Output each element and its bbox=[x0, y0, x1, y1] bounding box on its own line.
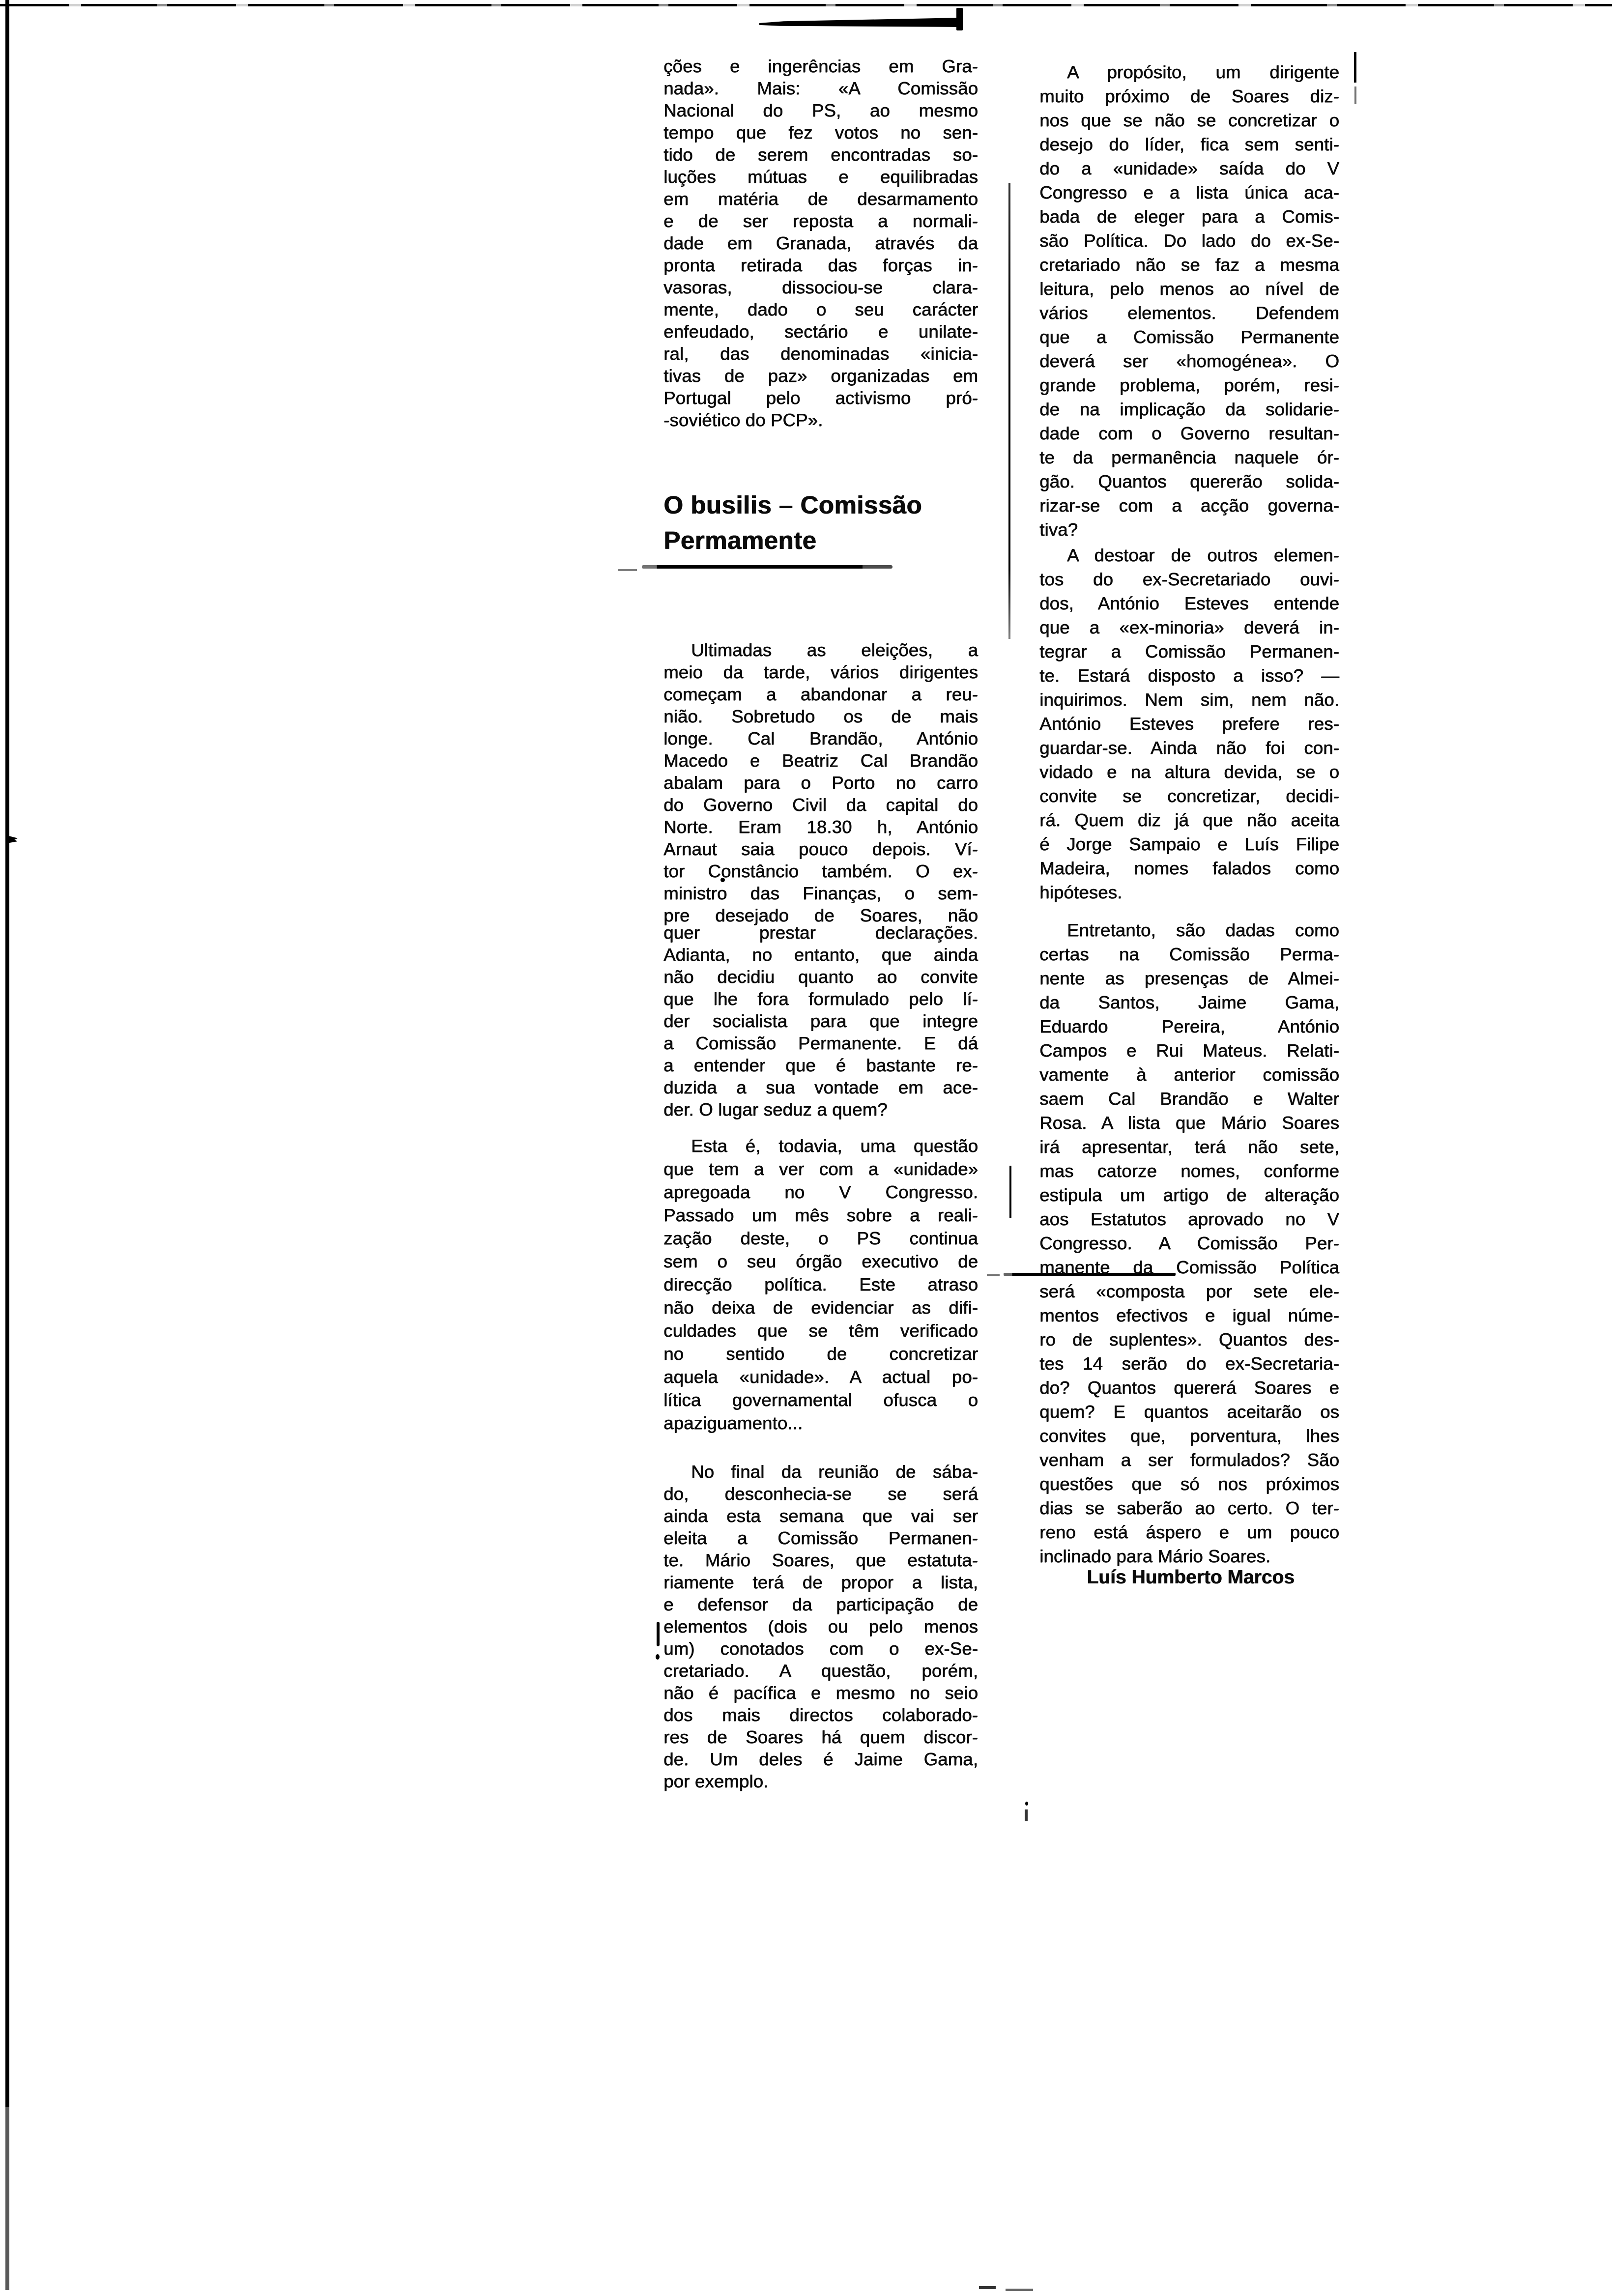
text-line: nada». Mais: «A Comissão bbox=[663, 78, 978, 98]
text-line: riamente terá de propor a lista, bbox=[663, 1572, 978, 1592]
text-line: culdades que se têm verificado bbox=[663, 1320, 978, 1341]
text-line: da Santos, Jaime Gama, bbox=[1039, 992, 1339, 1012]
article-paragraph bbox=[663, 639, 978, 926]
section-heading bbox=[663, 488, 998, 558]
article-paragraph bbox=[1039, 543, 1339, 904]
text-line: aos Estatutos aprovado no V bbox=[1039, 1209, 1339, 1229]
text-line: no sentido de concretizar bbox=[663, 1344, 978, 1364]
text-line: mentos efectivos e igual núme- bbox=[1039, 1305, 1339, 1325]
text-line: dias se saberão ao certo. O ter- bbox=[1039, 1498, 1339, 1518]
text-line: e de ser reposta a normali- bbox=[663, 211, 978, 231]
text-line: Campos e Rui Mateus. Relati- bbox=[1039, 1040, 1339, 1061]
text-line: pronta retirada das forças in- bbox=[663, 255, 978, 275]
text-line: tido de serem encontradas so- bbox=[663, 144, 978, 165]
text-line: nião. Sobretudo os de mais bbox=[663, 706, 978, 726]
text-line: que lhe fora formulado pelo lí- bbox=[663, 989, 978, 1009]
text-line: Ultimadas as eleições, a bbox=[691, 640, 978, 660]
text-line: inquirimos. Nem sim, nem não. bbox=[1039, 689, 1339, 710]
text-line: dade com o Governo resultan- bbox=[1039, 423, 1339, 443]
torn-ink-mark bbox=[759, 18, 962, 27]
text-line: Eduardo Pereira, António bbox=[1039, 1016, 1339, 1036]
article-paragraph bbox=[1039, 918, 1339, 1568]
text-line: bada de eleger para a Comis- bbox=[1039, 206, 1339, 227]
text-line: inclinado para Mário Soares. bbox=[1039, 1546, 1271, 1566]
text-underline-dash bbox=[987, 1274, 1000, 1276]
text-line: meio da tarde, vários dirigentes bbox=[663, 662, 978, 682]
scan-margin-dash bbox=[1354, 86, 1356, 104]
text-line: vamente à anterior comissão bbox=[1039, 1064, 1339, 1085]
text-line: tempo que fez votos no sen- bbox=[663, 122, 978, 143]
text-line: de. Um deles é Jaime Gama, bbox=[663, 1749, 978, 1769]
scan-speck bbox=[657, 1622, 660, 1646]
text-line: e defensor da participação de bbox=[663, 1594, 978, 1614]
text-line: dos mais directos colaborado- bbox=[663, 1705, 978, 1725]
text-line: tivas de paz» organizadas em bbox=[663, 366, 978, 386]
page-top-rule bbox=[0, 4, 1612, 6]
text-line: nos que se não se concretizar o bbox=[1039, 110, 1339, 130]
text-line: do Governo Civil da capital do bbox=[663, 795, 978, 815]
heading-underline-dash bbox=[618, 569, 637, 571]
text-line: ro de suplentes». Quantos des- bbox=[1039, 1329, 1339, 1349]
text-line: muito próximo de Soares diz- bbox=[1039, 86, 1339, 106]
text-line: quem? E quantos aceitarão os bbox=[1039, 1402, 1339, 1422]
text-line: irá apresentar, terá não sete, bbox=[1039, 1137, 1339, 1157]
text-line: Macedo e Beatriz Cal Brandão bbox=[663, 750, 978, 771]
text-line: luções mútuas e equilibradas bbox=[663, 167, 978, 187]
text-line: nente as presenças de Almei- bbox=[1039, 968, 1339, 988]
text-line: ministro das Finanças, o sem- bbox=[663, 883, 978, 903]
text-line: venham a ser formulados? São bbox=[1039, 1450, 1339, 1470]
text-line: estipula um artigo de alteração bbox=[1039, 1185, 1339, 1205]
text-line: quer prestar declarações. bbox=[663, 922, 978, 943]
article-paragraph bbox=[1039, 60, 1339, 542]
text-line: a entender que é bastante re- bbox=[663, 1055, 978, 1075]
article-paragraph bbox=[663, 55, 978, 431]
torn-ink-mark-tick bbox=[956, 8, 963, 30]
text-line: mente, dado o seu carácter bbox=[663, 299, 978, 319]
text-line: do? Quantos quererá Soares e bbox=[1039, 1378, 1339, 1398]
text-line: der. O lugar seduz a quem? bbox=[663, 1099, 888, 1119]
text-line: tegrar a Comissão Permanen- bbox=[1039, 641, 1339, 661]
text-line: convite se concretizar, decidi- bbox=[1039, 786, 1339, 806]
text-line: em matéria de desarmamento bbox=[663, 189, 978, 209]
text-line: te. Estará disposto a isso? — bbox=[1039, 665, 1339, 686]
text-line: manente da Comissão Política bbox=[1039, 1257, 1339, 1277]
text-line: guardar-se. Ainda não foi con- bbox=[1039, 738, 1339, 758]
text-line: lítica governamental ofusca o bbox=[663, 1390, 978, 1410]
text-line: um) conotados com o ex-Se- bbox=[663, 1638, 978, 1659]
text-line: não decidiu quanto ao convite bbox=[663, 967, 978, 987]
text-line: vasoras, dissociou-se clara- bbox=[663, 277, 978, 297]
text-line: longe. Cal Brandão, António bbox=[663, 728, 978, 748]
text-line: apregoada no V Congresso. bbox=[663, 1182, 978, 1202]
scan-margin-dash bbox=[1354, 52, 1356, 83]
text-line: Norte. Eram 18.30 h, António bbox=[663, 817, 978, 837]
heading-underline bbox=[642, 565, 892, 569]
text-line: leitura, pelo menos ao nível de bbox=[1039, 279, 1339, 299]
text-line: aquela «unidade». A actual po- bbox=[663, 1367, 978, 1387]
section-heading-line: O busilis – Comissão bbox=[663, 491, 922, 519]
text-line: res de Soares há quem discor- bbox=[663, 1727, 978, 1747]
text-line: reno está áspero e um pouco bbox=[1039, 1522, 1339, 1542]
text-line: ainda esta semana que vai ser bbox=[663, 1506, 978, 1526]
text-line: cretariado. A questão, porém, bbox=[663, 1661, 978, 1681]
text-line: direcção política. Este atraso bbox=[663, 1274, 978, 1294]
column-rule-segment bbox=[1008, 183, 1010, 639]
text-line: abalam para o Porto no carro bbox=[663, 773, 978, 793]
scan-left-edge-line bbox=[5, 0, 9, 2290]
text-line: que a «ex-minoria» deverá in- bbox=[1039, 617, 1339, 637]
text-line: Congresso e a lista única aca- bbox=[1039, 182, 1339, 202]
scan-speck bbox=[979, 2286, 996, 2289]
scan-left-edge-blob bbox=[7, 835, 18, 843]
text-line: Esta é, todavia, uma questão bbox=[691, 1136, 978, 1156]
text-line: sem o seu órgão executivo de bbox=[663, 1251, 978, 1271]
text-line: de na implicação da solidarie- bbox=[1039, 399, 1339, 419]
byline: Luís Humberto Marcos bbox=[1087, 1567, 1295, 1588]
text-line: a Comissão Permanente. E dá bbox=[663, 1033, 978, 1053]
text-line: A destoar de outros elemen- bbox=[1067, 545, 1339, 565]
text-line: dade em Granada, através da bbox=[663, 233, 978, 253]
text-line: rá. Quem diz já que não aceita bbox=[1039, 810, 1339, 830]
text-line: Madeira, nomes falados como bbox=[1039, 858, 1339, 878]
text-line: Congresso. A Comissão Per- bbox=[1039, 1233, 1339, 1253]
text-line: tor Constâncio também. O ex- bbox=[663, 861, 978, 881]
text-line: Entretanto, são dadas como bbox=[1067, 920, 1339, 940]
text-line: mas catorze nomes, conforme bbox=[1039, 1161, 1339, 1181]
text-line: não é pacífica e mesmo no seio bbox=[663, 1683, 978, 1703]
text-line: não deixa de evidenciar as difi- bbox=[663, 1297, 978, 1318]
text-line: é Jorge Sampaio e Luís Filipe bbox=[1039, 834, 1339, 854]
article-paragraph bbox=[663, 921, 978, 1120]
text-line: No final da reunião de sába- bbox=[691, 1462, 978, 1482]
text-line: Arnaut saia pouco depois. Ví- bbox=[663, 839, 978, 859]
text-line: apaziguamento... bbox=[663, 1413, 803, 1433]
text-line: Portugal pelo activismo pró- bbox=[663, 388, 978, 408]
text-line: que tem a ver com a «unidade» bbox=[663, 1159, 978, 1179]
text-line: A propósito, um dirigente bbox=[1067, 62, 1339, 82]
text-line: são Política. Do lado do ex-Se- bbox=[1039, 230, 1339, 251]
text-line: António Esteves prefere res- bbox=[1039, 714, 1339, 734]
text-line: rizar-se com a acção governa- bbox=[1039, 495, 1339, 516]
text-line: desejo do líder, fica sem senti- bbox=[1039, 134, 1339, 154]
text-line: ral, das denominadas «inicia- bbox=[663, 344, 978, 364]
text-line: pre desejado de Soares, não bbox=[663, 905, 978, 925]
scan-speck bbox=[656, 1654, 660, 1660]
text-line: vidado e na altura devida, se o bbox=[1039, 762, 1339, 782]
text-line: tes 14 serão do ex-Secretaria- bbox=[1039, 1353, 1339, 1374]
text-line: cretariado não se faz a mesma bbox=[1039, 255, 1339, 275]
text-line: Rosa. A lista que Mário Soares bbox=[1039, 1113, 1339, 1133]
text-line: elementos (dois ou pelo menos bbox=[663, 1616, 978, 1636]
text-line: Passado um mês sobre a reali- bbox=[663, 1205, 978, 1225]
text-line: hipóteses. bbox=[1039, 882, 1123, 902]
scan-speck bbox=[1025, 1809, 1028, 1821]
text-line: por exemplo. bbox=[663, 1771, 769, 1791]
text-line: saem Cal Brandão e Walter bbox=[1039, 1089, 1339, 1109]
text-line: ções e ingerências em Gra- bbox=[663, 56, 978, 76]
text-line: zação deste, o PS continua bbox=[663, 1228, 978, 1248]
text-line: -soviético do PCP». bbox=[663, 410, 823, 430]
text-line: eleita a Comissão Permanen- bbox=[663, 1528, 978, 1548]
text-line: vários elementos. Defendem bbox=[1039, 303, 1339, 323]
section-heading-line: Permamente bbox=[663, 526, 817, 554]
text-line: Nacional do PS, ao mesmo bbox=[663, 100, 978, 120]
text-line: duzida a sua vontade em ace- bbox=[663, 1077, 978, 1097]
text-line: grande problema, porém, resi- bbox=[1039, 375, 1339, 395]
text-line: do, desconhecia-se se será bbox=[663, 1484, 978, 1504]
text-line: começam a abandonar a reu- bbox=[663, 684, 978, 704]
text-line: te da permanência naquele ór- bbox=[1039, 447, 1339, 467]
text-line: Adianta, no entanto, que ainda bbox=[663, 945, 978, 965]
text-line: te. Mário Soares, que estatuta- bbox=[663, 1550, 978, 1570]
text-line: questões que só nos próximos bbox=[1039, 1474, 1339, 1494]
text-line: certas na Comissão Perma- bbox=[1039, 944, 1339, 964]
text-line: convites que, porventura, lhes bbox=[1039, 1426, 1339, 1446]
text-line: do a «unidade» saída do V bbox=[1039, 158, 1339, 178]
column-rule-segment bbox=[1009, 1166, 1011, 1218]
text-line: deverá ser «homogénea». O bbox=[1039, 351, 1339, 371]
text-line: tos do ex-Secretariado ouvi- bbox=[1039, 569, 1339, 589]
text-line: será «composta por sete ele- bbox=[1039, 1281, 1339, 1301]
scan-speck bbox=[1006, 2289, 1033, 2291]
text-line: der socialista para que integre bbox=[663, 1011, 978, 1031]
scan-speck bbox=[1025, 1802, 1028, 1806]
text-line: gão. Quantos quererão solida- bbox=[1039, 471, 1339, 491]
article-paragraph bbox=[663, 1134, 978, 1435]
text-line: que a Comissão Permanente bbox=[1039, 327, 1339, 347]
text-line: dos, António Esteves entende bbox=[1039, 593, 1339, 613]
text-line: tiva? bbox=[1039, 519, 1078, 540]
text-line: enfeudado, sectário e unilate- bbox=[663, 321, 978, 342]
article-paragraph bbox=[663, 1461, 978, 1792]
